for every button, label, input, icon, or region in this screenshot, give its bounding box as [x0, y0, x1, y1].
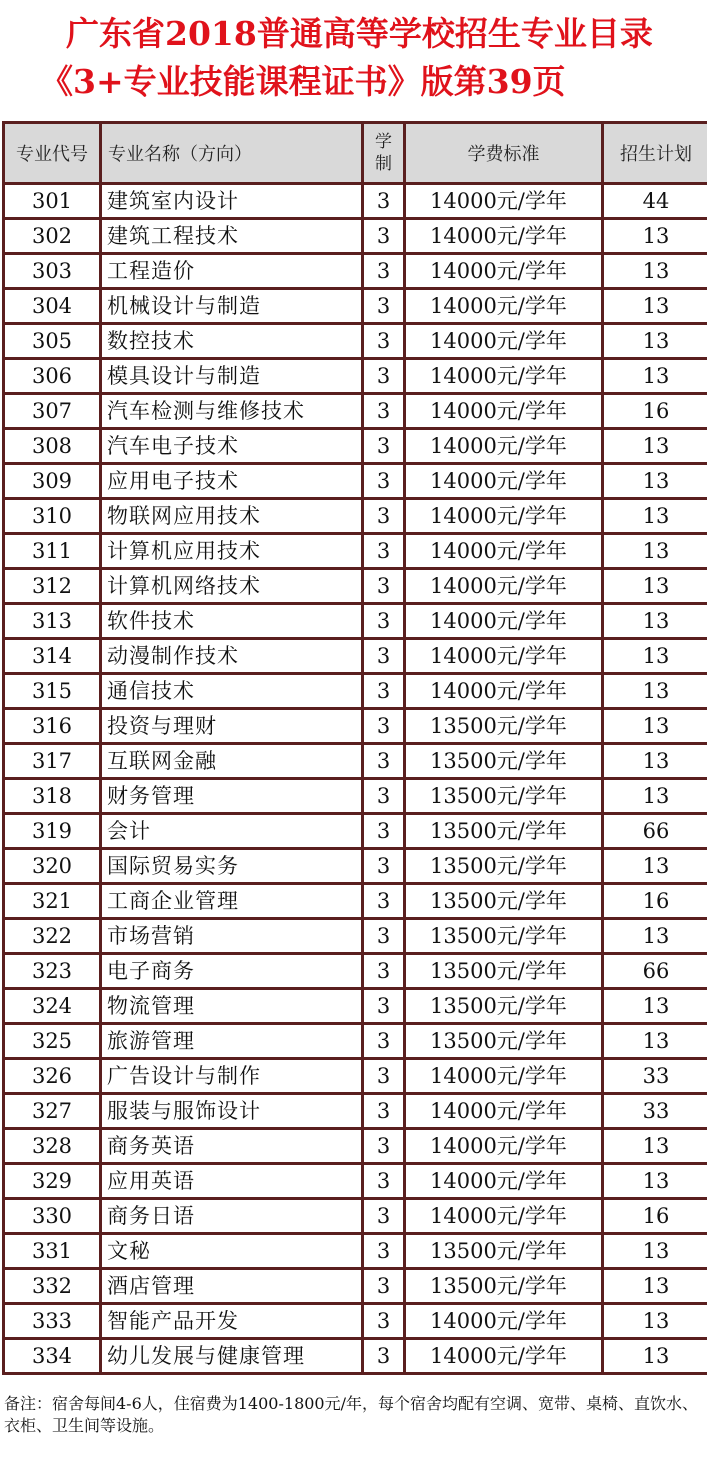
- cell-name: 汽车电子技术: [102, 430, 364, 465]
- footnote: 备注：宿舍每间4-6人，住宿费为1400-1800元/年，每个宿舍均配有空调、宽带、桌椅、直饮水、衣柜、卫生间等设施。: [4, 1394, 699, 1435]
- cell-duration: 3: [364, 640, 406, 675]
- cell-plan: 13: [604, 710, 707, 745]
- cell-name: 物流管理: [102, 990, 364, 1025]
- cell-fee: 14000元/学年: [406, 500, 604, 535]
- cell-duration: 3: [364, 185, 406, 220]
- cell-duration: 3: [364, 920, 406, 955]
- cell-code: 316: [5, 710, 102, 745]
- cell-fee: 14000元/学年: [406, 1200, 604, 1235]
- cell-code: 313: [5, 605, 102, 640]
- header-fee: 学费标准: [406, 124, 604, 185]
- table-row: [5, 1130, 707, 1165]
- cell-name: 汽车检测与维修技术: [102, 395, 364, 430]
- header-plan: 招生计划: [604, 124, 707, 185]
- cell-duration: 3: [364, 710, 406, 745]
- cell-fee: 14000元/学年: [406, 290, 604, 325]
- cell-code: 319: [5, 815, 102, 850]
- table-row: [5, 850, 707, 885]
- cell-plan: 13: [604, 570, 707, 605]
- cell-plan: 13: [642, 1344, 670, 1368]
- table-body: [5, 185, 707, 1372]
- header-code: 专业代号: [5, 124, 102, 185]
- cell-fee: 14000元/学年: [406, 1130, 604, 1165]
- cell-name: 计算机应用技术: [102, 535, 364, 570]
- cell-plan: 44: [604, 185, 707, 220]
- cell-name: 服装与服饰设计: [102, 1095, 364, 1130]
- cell-name: 幼儿发展与健康管理: [102, 1340, 364, 1372]
- cell-plan: 16: [604, 395, 707, 430]
- table-row: [5, 885, 707, 920]
- cell-code: 322: [5, 920, 102, 955]
- table-row: [5, 1095, 707, 1130]
- cell-name: 工程造价: [102, 255, 364, 290]
- cell-code: 303: [5, 255, 102, 290]
- cell-fee: 14000元/学年: [406, 1340, 604, 1372]
- cell-name: 电子商务: [102, 955, 364, 990]
- table-row: [5, 465, 707, 500]
- cell-name: 数控技术: [102, 325, 364, 360]
- enrollment-table: [2, 121, 707, 1375]
- cell-duration: 3: [364, 395, 406, 430]
- cell-fee: 13500元/学年: [406, 745, 604, 780]
- cell-fee: 14000元/学年: [406, 395, 604, 430]
- cell-name: 智能产品开发: [102, 1305, 364, 1340]
- table-row: [5, 290, 707, 325]
- cell-fee: 13500元/学年: [406, 1270, 604, 1305]
- cell-plan: 13: [604, 605, 707, 640]
- table-row: [5, 535, 707, 570]
- cell-duration: 3: [364, 430, 406, 465]
- table-row: [5, 1270, 707, 1305]
- cell-fee: 14000元/学年: [406, 535, 604, 570]
- cell-duration: 3: [364, 290, 406, 325]
- cell-duration: 3: [364, 1270, 406, 1305]
- cell-fee: 14000元/学年: [406, 325, 604, 360]
- cell-duration: 3: [364, 1095, 406, 1130]
- cell-plan: 66: [604, 815, 707, 850]
- cell-fee: 14000元/学年: [406, 185, 604, 220]
- cell-fee: 13500元/学年: [406, 920, 604, 955]
- cell-name: 文秘: [102, 1235, 364, 1270]
- cell-code: 325: [5, 1025, 102, 1060]
- enrollment-table-container: [2, 121, 705, 1375]
- table-row: [5, 325, 707, 360]
- cell-name: 应用电子技术: [102, 465, 364, 500]
- cell-plan: 33: [604, 1060, 707, 1095]
- cell-code: 304: [5, 290, 102, 325]
- cell-plan: 13: [604, 535, 707, 570]
- cell-plan: 13: [604, 360, 707, 395]
- cell-plan: 13: [604, 1305, 707, 1340]
- table-row: [5, 710, 707, 745]
- cell-code: 306: [5, 360, 102, 395]
- cell-code: 331: [5, 1235, 102, 1270]
- cell-name: 应用英语: [102, 1165, 364, 1200]
- cell-plan: 13: [604, 500, 707, 535]
- cell-code: 311: [5, 535, 102, 570]
- cell-code: 324: [5, 990, 102, 1025]
- cell-duration: 3: [364, 570, 406, 605]
- cell-duration: 3: [364, 605, 406, 640]
- cell-plan: 13: [604, 1270, 707, 1305]
- table-header-row: [5, 124, 707, 185]
- cell-name: 会计: [102, 815, 364, 850]
- table-row: [5, 1340, 707, 1372]
- cell-code: 305: [5, 325, 102, 360]
- table-row: [5, 1305, 707, 1340]
- cell-name: 市场营销: [102, 920, 364, 955]
- cell-plan: 66: [604, 955, 707, 990]
- cell-name: 商务英语: [102, 1130, 364, 1165]
- cell-duration: 3: [364, 990, 406, 1025]
- header-duration: [364, 124, 406, 185]
- cell-fee: 14000元/学年: [406, 360, 604, 395]
- table-row: [5, 745, 707, 780]
- table-row: [5, 1165, 707, 1200]
- page-title-line-1: 广东省2018普通高等学校招生专业目录: [66, 14, 653, 53]
- cell-plan: 13: [604, 220, 707, 255]
- table-row: [5, 920, 707, 955]
- table-row: [5, 955, 707, 990]
- cell-code: 307: [5, 395, 102, 430]
- cell-code: 308: [5, 430, 102, 465]
- cell-name: 国际贸易实务: [102, 850, 364, 885]
- table-row: [5, 255, 707, 290]
- cell-code: 332: [5, 1270, 102, 1305]
- cell-code: 301: [5, 185, 102, 220]
- cell-plan: 16: [604, 1200, 707, 1235]
- cell-fee: 14000元/学年: [406, 220, 604, 255]
- cell-name: 工商企业管理: [102, 885, 364, 920]
- cell-code: 314: [5, 640, 102, 675]
- cell-code: 327: [5, 1095, 102, 1130]
- cell-plan: 13: [604, 675, 707, 710]
- cell-fee: 13500元/学年: [406, 990, 604, 1025]
- cell-duration: 3: [364, 1060, 406, 1095]
- cell-plan: 13: [604, 430, 707, 465]
- cell-code: 326: [5, 1060, 102, 1095]
- cell-fee: 14000元/学年: [406, 1060, 604, 1095]
- cell-duration: 3: [364, 780, 406, 815]
- cell-name: 建筑室内设计: [102, 185, 364, 220]
- cell-duration: 3: [364, 1235, 406, 1270]
- cell-fee: 14000元/学年: [406, 1165, 604, 1200]
- cell-plan: 13: [604, 325, 707, 360]
- cell-duration: 3: [364, 745, 406, 780]
- cell-code: 310: [5, 500, 102, 535]
- cell-name: 广告设计与制作: [102, 1060, 364, 1095]
- cell-fee: 13500元/学年: [406, 885, 604, 920]
- cell-fee: 13500元/学年: [406, 815, 604, 850]
- cell-fee: 14000元/学年: [406, 640, 604, 675]
- cell-fee: 13500元/学年: [406, 710, 604, 745]
- cell-duration: 3: [364, 1200, 406, 1235]
- cell-name: 旅游管理: [102, 1025, 364, 1060]
- cell-fee: 14000元/学年: [406, 465, 604, 500]
- cell-duration: 3: [364, 815, 406, 850]
- cell-plan: 13: [604, 780, 707, 815]
- cell-name: 模具设计与制造: [102, 360, 364, 395]
- table-row: [5, 815, 707, 850]
- table-row: [5, 1200, 707, 1235]
- cell-duration: 3: [364, 1130, 406, 1165]
- cell-fee: 14000元/学年: [406, 1305, 604, 1340]
- cell-fee: 13500元/学年: [406, 780, 604, 815]
- cell-fee: 14000元/学年: [406, 605, 604, 640]
- table-row: [5, 675, 707, 710]
- cell-duration: 3: [364, 1305, 406, 1340]
- cell-duration: 3: [364, 955, 406, 990]
- cell-fee: 14000元/学年: [406, 1095, 604, 1130]
- cell-plan: 16: [604, 885, 707, 920]
- cell-name: 计算机网络技术: [102, 570, 364, 605]
- table-row: [5, 1235, 707, 1270]
- cell-plan: 13: [604, 640, 707, 675]
- cell-fee: 13500元/学年: [406, 955, 604, 990]
- cell-fee: 13500元/学年: [406, 1025, 604, 1060]
- cell-fee: 14000元/学年: [406, 570, 604, 605]
- cell-plan: 13: [604, 290, 707, 325]
- cell-plan: 13: [604, 1165, 707, 1200]
- cell-duration: 3: [364, 360, 406, 395]
- cell-code: 328: [5, 1130, 102, 1165]
- cell-code: 302: [5, 220, 102, 255]
- table-row: [5, 990, 707, 1025]
- cell-code: 330: [5, 1200, 102, 1235]
- cell-code: 333: [5, 1305, 102, 1340]
- cell-code: 318: [5, 780, 102, 815]
- cell-plan: 13: [604, 1235, 707, 1270]
- cell-fee: 13500元/学年: [406, 1235, 604, 1270]
- cell-code: 309: [5, 465, 102, 500]
- cell-fee: 13500元/学年: [406, 850, 604, 885]
- table-row: [5, 570, 707, 605]
- table-row: [5, 430, 707, 465]
- header-name: 专业名称（方向）: [102, 124, 364, 185]
- cell-duration: 3: [364, 1025, 406, 1060]
- cell-duration: 3: [364, 255, 406, 290]
- table-row: [5, 360, 707, 395]
- table-row: [5, 185, 707, 220]
- cell-duration: 3: [364, 1165, 406, 1200]
- table-row: [5, 640, 707, 675]
- cell-name: 通信技术: [102, 675, 364, 710]
- table-row: [5, 500, 707, 535]
- cell-plan: 13: [604, 920, 707, 955]
- cell-code: 321: [5, 885, 102, 920]
- cell-name: 酒店管理: [102, 1270, 364, 1305]
- table-row: [5, 1025, 707, 1060]
- cell-plan: 13: [604, 1130, 707, 1165]
- cell-plan: 33: [604, 1095, 707, 1130]
- cell-duration: 3: [364, 220, 406, 255]
- cell-name: 软件技术: [102, 605, 364, 640]
- cell-plan: 13: [604, 990, 707, 1025]
- table-row: [5, 220, 707, 255]
- cell-code: 317: [5, 745, 102, 780]
- table-row: [5, 1060, 707, 1095]
- cell-name: 投资与理财: [102, 710, 364, 745]
- cell-plan: 13: [604, 465, 707, 500]
- cell-name: 商务日语: [102, 1200, 364, 1235]
- cell-code: 315: [5, 675, 102, 710]
- cell-plan: 13: [604, 745, 707, 780]
- table-row: [5, 605, 707, 640]
- cell-name: 物联网应用技术: [102, 500, 364, 535]
- cell-name: 互联网金融: [102, 745, 364, 780]
- cell-code: 320: [5, 850, 102, 885]
- cell-plan: 13: [604, 255, 707, 290]
- cell-code: 323: [5, 955, 102, 990]
- cell-code: 312: [5, 570, 102, 605]
- cell-code: 334: [5, 1340, 102, 1372]
- cell-plan: 13: [604, 1025, 707, 1060]
- cell-name: 财务管理: [102, 780, 364, 815]
- cell-duration: 3: [364, 465, 406, 500]
- cell-duration: 3: [364, 885, 406, 920]
- cell-duration: 3: [364, 500, 406, 535]
- table-row: [5, 395, 707, 430]
- cell-duration: 3: [364, 675, 406, 710]
- cell-name: 建筑工程技术: [102, 220, 364, 255]
- cell-code: 329: [5, 1165, 102, 1200]
- cell-duration: 3: [364, 535, 406, 570]
- cell-name: 机械设计与制造: [102, 290, 364, 325]
- cell-fee: 14000元/学年: [406, 255, 604, 290]
- cell-fee: 14000元/学年: [406, 675, 604, 710]
- header-duration-line-2: 制: [375, 154, 392, 174]
- cell-duration: 3: [364, 325, 406, 360]
- cell-duration: 3: [364, 1340, 406, 1372]
- header-duration-line-1: 学: [375, 132, 392, 152]
- cell-duration: 3: [364, 850, 406, 885]
- cell-fee: 14000元/学年: [406, 430, 604, 465]
- page-title-line-2: 《3+专业技能课程证书》版第39页: [40, 62, 566, 101]
- table-row: [5, 780, 707, 815]
- cell-name: 动漫制作技术: [102, 640, 364, 675]
- cell-plan: 13: [604, 850, 707, 885]
